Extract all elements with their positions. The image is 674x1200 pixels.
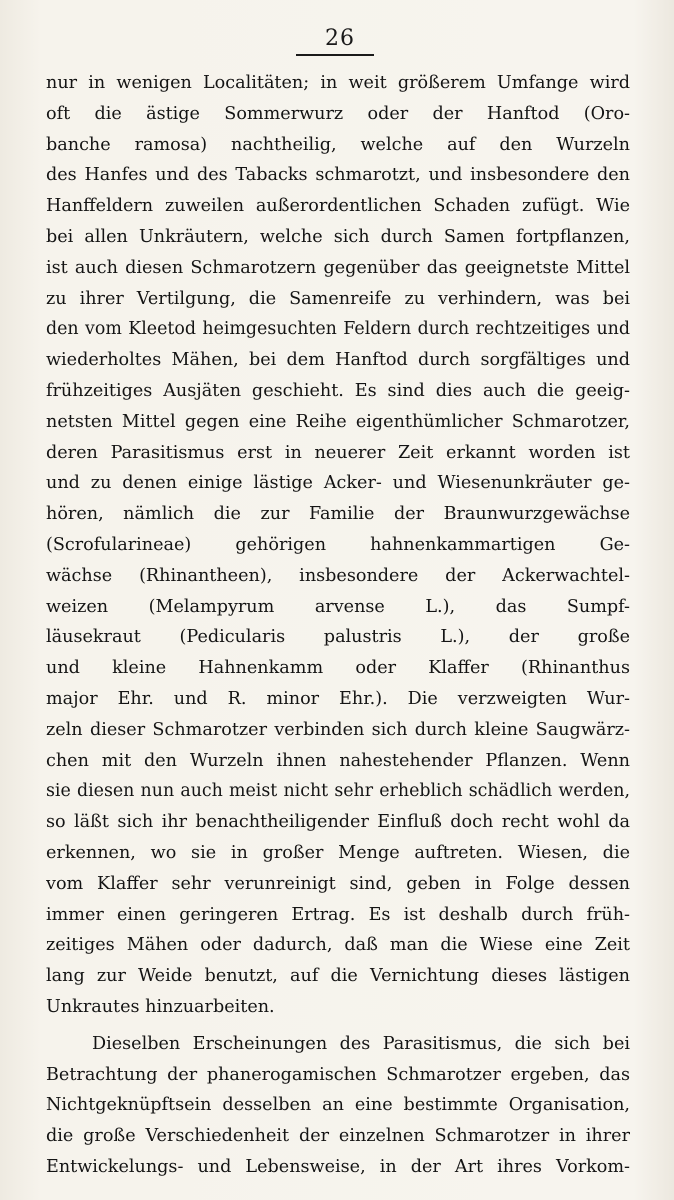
text-line: ist auch diesen Schmarotzern gegenüber das geeignetste Mittel	[46, 257, 630, 278]
text-line: banche ramosa) nachtheilig, welche auf den Wurzeln	[46, 134, 630, 155]
body-text	[46, 68, 630, 1183]
page-number: 26	[325, 26, 355, 51]
page-number-rule	[296, 54, 374, 56]
text-line: sie diesen nun auch meist nicht sehr erheblich schädlich werden,	[46, 781, 630, 802]
text-line: Hanffeldern zuweilen außerordentlichen Schaden zufügt. Wie	[46, 196, 630, 217]
text-line: nur in wenigen Localitäten; in weit größerem Umfange wird	[46, 73, 630, 93]
text-line: läusekraut (Pedicularis palustris L.), der große	[46, 627, 630, 648]
text-line: weizen (Melampyrum arvense L.), das Sumpf-	[46, 596, 630, 617]
text-line: zu ihrer Vertilgung, die Samenreife zu verhindern, was bei	[46, 288, 630, 309]
text-line: und zu denen einige lästige Acker- und Wiesenunkräuter ge-	[46, 473, 630, 494]
text-line: des Hanfes und des Tabacks schmarotzt, und insbesondere den	[46, 165, 630, 186]
paragraph-1	[46, 68, 630, 1023]
text-line: so läßt sich ihr benachtheiligender Einfluß doch recht wohl da	[46, 812, 630, 833]
text-line: die große Verschiedenheit der einzelnen Schmarotzer in ihrer	[46, 1126, 630, 1147]
text-line: (Scrofularineae) gehörigen hahnenkammartigen Ge-	[46, 534, 630, 555]
text-line: den vom Kleetod heimgesuchten Feldern durch rechtzeitiges und	[46, 319, 630, 340]
text-line: Unkrautes hinzuarbeiten.	[46, 996, 275, 1017]
text-line: zeitiges Mähen oder dadurch, daß man die Wiese eine Zeit	[46, 935, 630, 956]
text-line: netsten Mittel gegen eine Reihe eigenthümlicher Schmarotzer,	[46, 411, 630, 432]
text-line: wächse (Rhinantheen), insbesondere der Ackerwachtel-	[46, 565, 630, 586]
text-line: hören, nämlich die zur Familie der Braunwurzgewächse	[46, 504, 630, 525]
text-line: vom Klaffer sehr verunreinigt sind, geben in Folge dessen	[46, 873, 630, 894]
text-line: oft die ästige Sommerwurz oder der Hanftod (Oro-	[46, 103, 630, 124]
text-line: lang zur Weide benutzt, auf die Vernichtung dieses lästigen	[46, 966, 630, 987]
text-line: bei allen Unkräutern, welche sich durch Samen fortpflanzen,	[46, 226, 630, 247]
text-line: major Ehr. und R. minor Ehr.). Die verzweigten Wur-	[46, 688, 630, 709]
text-line: Entwickelungs- und Lebensweise, in der Art ihres Vorkom-	[46, 1156, 630, 1177]
text-line: Betrachtung der phanerogamischen Schmarotzer ergeben, das	[46, 1064, 630, 1085]
paragraph-2	[46, 1029, 630, 1183]
text-line: immer einen geringeren Ertrag. Es ist deshalb durch früh-	[46, 904, 630, 925]
text-line: Nichtgeknüpftsein desselben an eine bestimmte Organisation,	[46, 1095, 630, 1116]
text-line: frühzeitiges Ausjäten geschieht. Es sind dies auch die geeig-	[46, 380, 630, 401]
text-line: erkennen, wo sie in großer Menge auftreten. Wiesen, die	[46, 842, 630, 863]
text-line: zeln dieser Schmarotzer verbinden sich durch kleine Saugwärz-	[46, 719, 630, 740]
text-line: und kleine Hahnenkamm oder Klaffer (Rhinanthus	[46, 658, 630, 679]
text-line: deren Parasitismus erst in neuerer Zeit erkannt worden ist	[46, 442, 630, 463]
text-line: wiederholtes Mähen, bei dem Hanftod durch sorgfältiges und	[46, 350, 630, 371]
text-line: Dieselben Erscheinungen des Parasitismus, die sich bei	[92, 1033, 630, 1054]
text-line: chen mit den Wurzeln ihnen nahestehender Pflanzen. Wenn	[46, 750, 630, 771]
